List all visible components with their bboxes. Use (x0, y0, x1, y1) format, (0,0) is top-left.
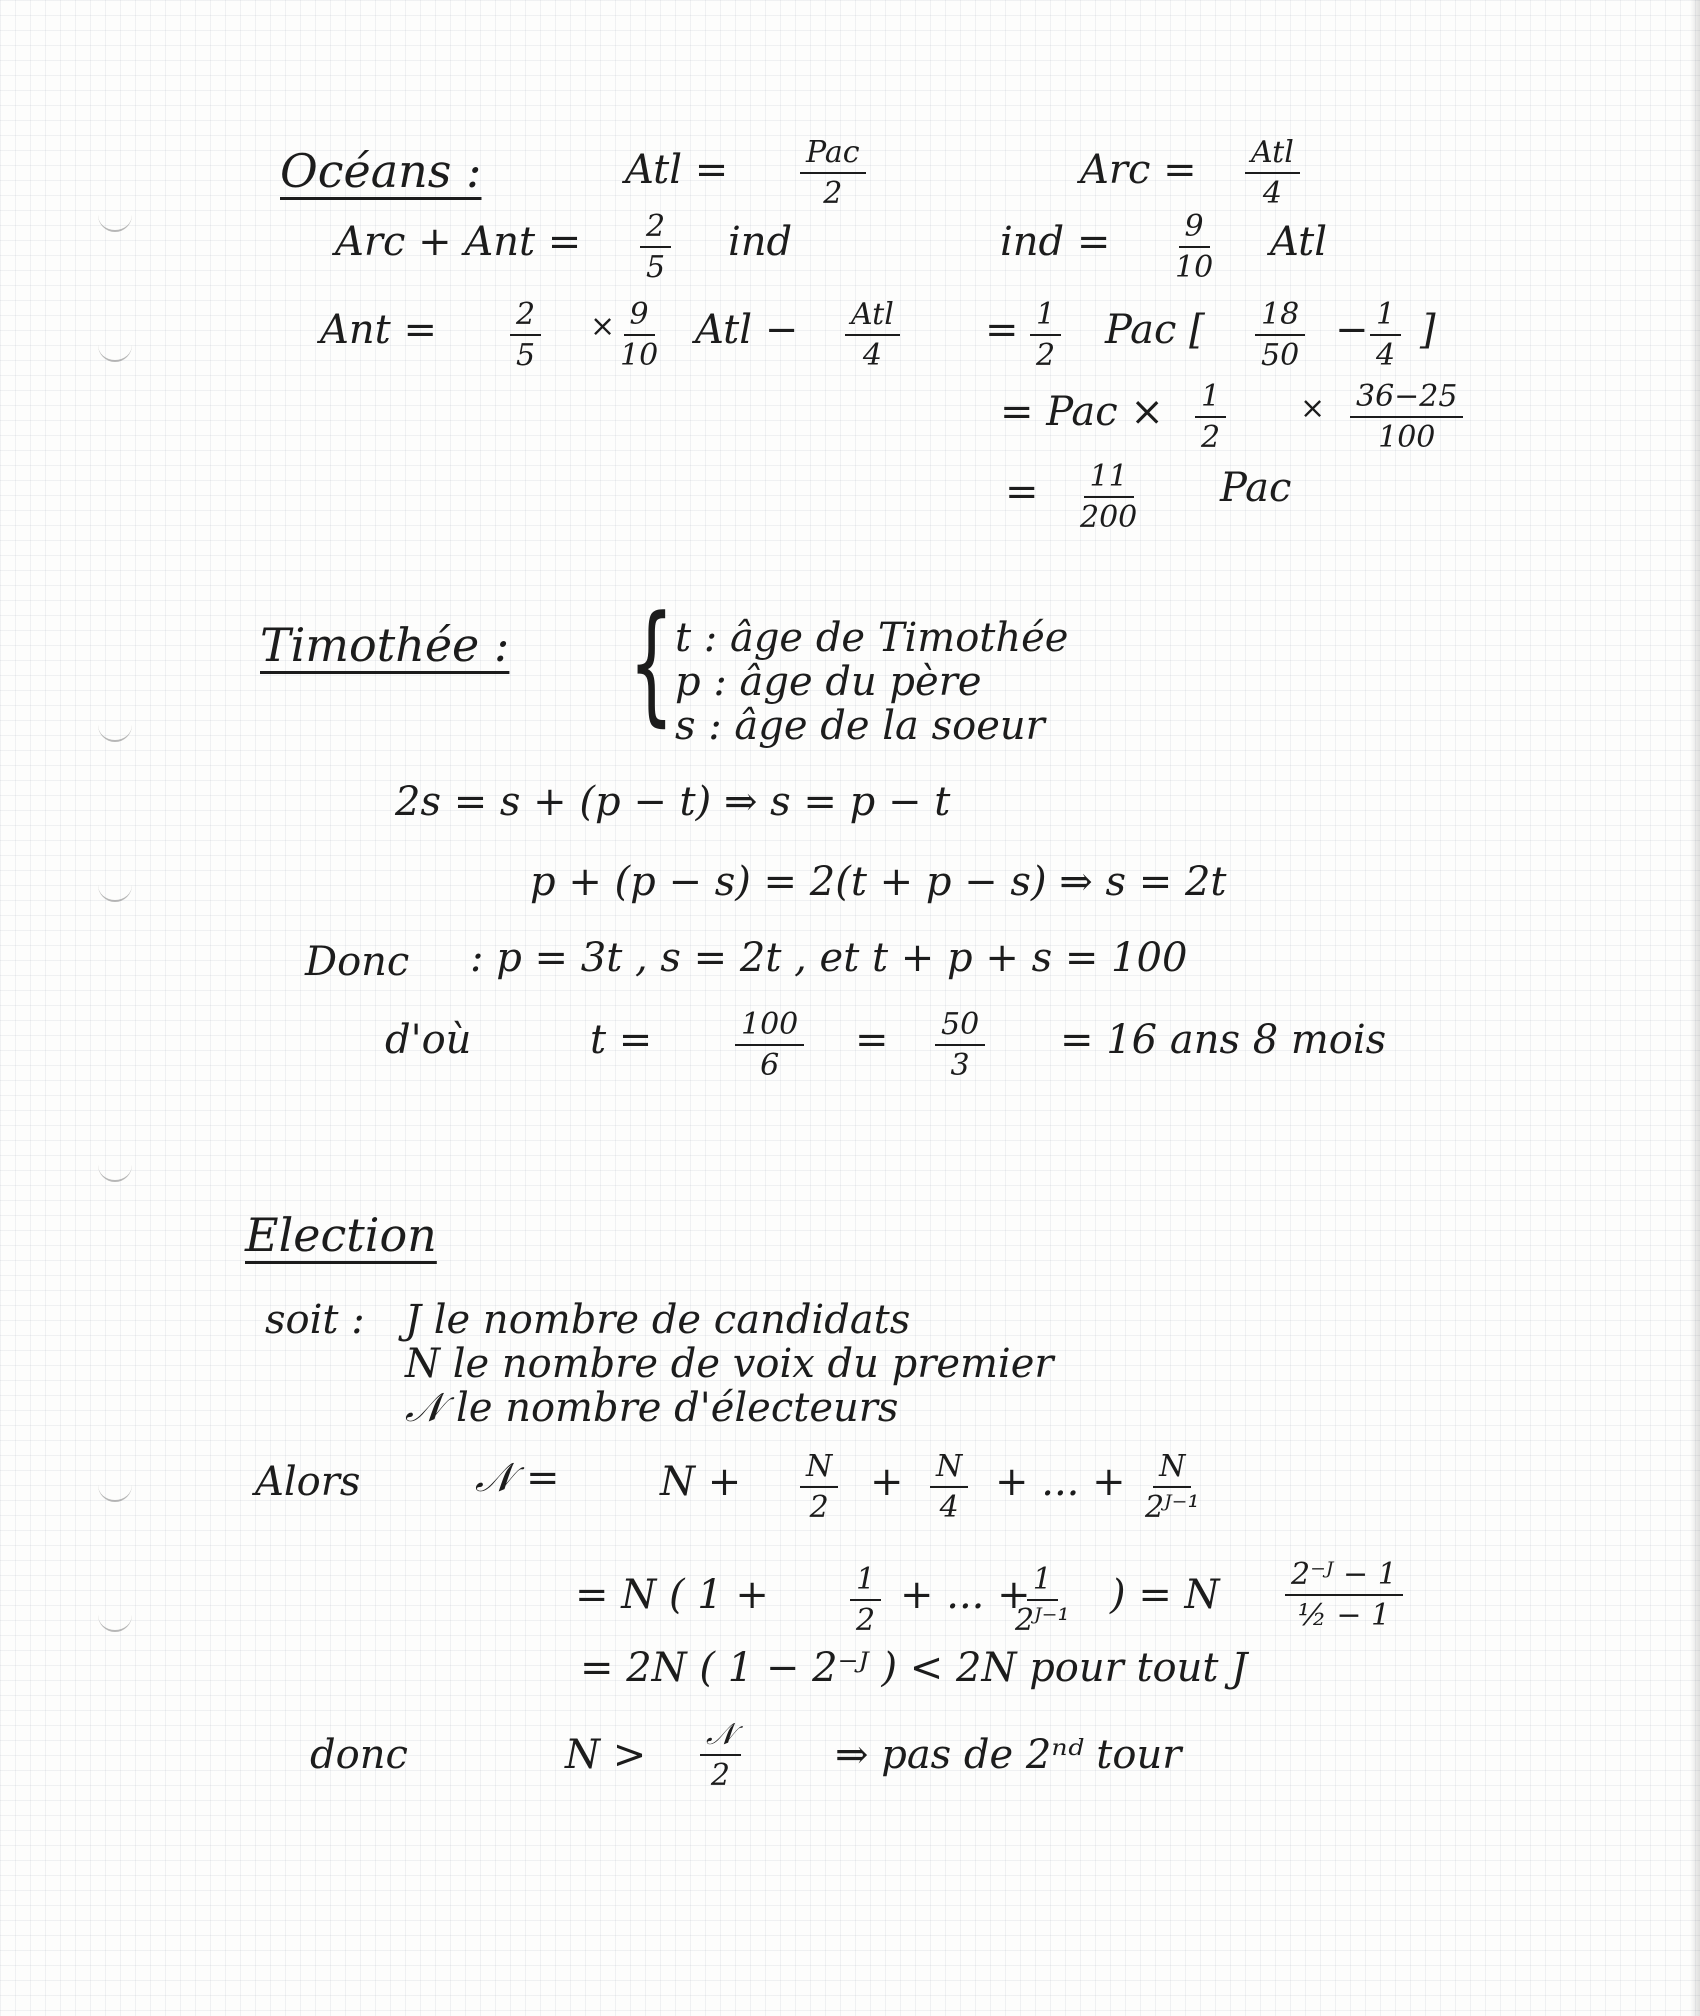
election-eq2-ellipsis: + ... + (900, 1572, 1031, 1618)
oceans-frac (620, 298, 658, 372)
timothee-equals: = (855, 1017, 889, 1063)
binder-hole (98, 870, 132, 902)
numerator: 36−25 (1350, 380, 1463, 418)
denominator: 2 (1201, 420, 1221, 455)
oceans-close-bracket: ] (1420, 307, 1436, 353)
timothee-heading: Timothée : (260, 618, 510, 672)
binder-hole (98, 200, 132, 232)
oceans-frac (1350, 380, 1463, 454)
numerator: 11 (1084, 460, 1134, 498)
election-frac (700, 1718, 741, 1792)
denominator: 200 (1080, 500, 1138, 535)
numerator: 2 (510, 298, 541, 336)
oceans-frac (800, 136, 866, 210)
election-conclusion: ⇒ pas de 2ⁿᵈ tour (835, 1732, 1182, 1778)
election-soit-label: soit : (265, 1297, 365, 1343)
oceans-equals: = (985, 307, 1019, 353)
denominator: 2 (823, 176, 843, 211)
denominator: 4 (1262, 176, 1282, 211)
oceans-frac (1245, 136, 1300, 210)
election-def-cal-n: 𝒩 le nombre d'électeurs (405, 1385, 899, 1431)
election-frac (850, 1563, 881, 1637)
timothee-eq2: p + (p − s) = 2(t + p − s) ⇒ s = 2t (530, 859, 1227, 905)
numerator: 1 (1027, 1563, 1058, 1601)
numerator: 50 (935, 1008, 985, 1046)
definition-brace: { (628, 587, 675, 739)
election-frac (1145, 1450, 1200, 1524)
denominator: 2ᴶ⁻¹ (1015, 1603, 1070, 1638)
numerator: 1 (850, 1563, 881, 1601)
election-eq2-start: = N ( 1 + (575, 1572, 769, 1618)
timothee-frac (935, 1008, 985, 1082)
denominator: 3 (950, 1048, 970, 1083)
oceans-eq-arc: Arc = (1080, 147, 1197, 193)
denominator: 4 (939, 1490, 959, 1525)
denominator: 2 (1036, 338, 1056, 373)
binder-hole (98, 1600, 132, 1632)
binder-hole (98, 1470, 132, 1502)
oceans-atl: Atl (1270, 219, 1328, 265)
oceans-frac (845, 298, 900, 372)
numerator: 2 (640, 210, 671, 248)
election-def-n: N le nombre de voix du premier (405, 1341, 1054, 1387)
oceans-frac (1175, 210, 1213, 284)
denominator: 10 (1175, 250, 1214, 285)
denominator: 100 (1378, 420, 1436, 455)
timothee-donc-eq: : p = 3t , s = 2t , et t + p + s = 100 (470, 935, 1188, 981)
timothee-dou-t: t = (590, 1017, 653, 1063)
election-alors-label: Alors (255, 1459, 361, 1505)
election-eq3: = 2N ( 1 − 2⁻ᴶ ) < 2N pour tout J (580, 1645, 1248, 1691)
timothee-def-s: s : âge de la soeur (675, 703, 1045, 749)
numerator: N (930, 1450, 968, 1488)
denominator: 2 (856, 1603, 876, 1638)
oceans-atl-minus: Atl − (695, 307, 799, 353)
numerator: N (1153, 1450, 1191, 1488)
denominator: 50 (1261, 338, 1300, 373)
numerator: 1 (1030, 298, 1061, 336)
timothee-def-p: p : âge du père (675, 659, 982, 705)
denominator: 2ᴶ⁻¹ (1145, 1490, 1200, 1525)
election-frac (800, 1450, 838, 1524)
oceans-frac (1030, 298, 1061, 372)
election-plus-ellipsis: + ... + (995, 1459, 1126, 1505)
oceans-eq-atl: Atl = (625, 147, 729, 193)
oceans-frac (510, 298, 541, 372)
election-heading: Election (245, 1208, 437, 1262)
denominator: 6 (760, 1048, 780, 1083)
oceans-ind: ind (728, 219, 793, 265)
numerator: 2⁻ᴶ − 1 (1285, 1558, 1403, 1596)
denominator: 4 (1376, 338, 1396, 373)
numerator: Atl (845, 298, 900, 336)
timothee-eq1: 2s = s + (p − t) ⇒ s = p − t (395, 779, 951, 825)
election-donc-label: donc (310, 1732, 408, 1778)
oceans-equals: = (1005, 469, 1039, 515)
binder-hole (98, 710, 132, 742)
oceans-frac (1255, 298, 1305, 372)
oceans-eq-ind: ind = (1000, 219, 1111, 265)
oceans-pac: Pac (1220, 465, 1292, 511)
denominator: 2 (710, 1758, 730, 1793)
election-plus: + (870, 1459, 904, 1505)
election-frac (930, 1450, 968, 1524)
oceans-frac (1370, 298, 1401, 372)
timothee-frac (735, 1008, 804, 1082)
oceans-times: × (590, 309, 616, 344)
timothee-def-t: t : âge de Timothée (675, 615, 1069, 661)
numerator: 𝒩 (700, 1718, 741, 1756)
timothee-donc-label: Donc (305, 939, 410, 985)
oceans-frac (1080, 460, 1137, 534)
oceans-eq-pac-times: = Pac × (1000, 389, 1164, 435)
numerator: 18 (1255, 298, 1305, 336)
election-n-greater: N > (565, 1732, 647, 1778)
numerator: 9 (624, 298, 655, 336)
denominator: ½ − 1 (1297, 1598, 1391, 1633)
oceans-frac (1195, 380, 1226, 454)
numerator: 9 (1179, 210, 1210, 248)
numerator: N (800, 1450, 838, 1488)
election-frac (1015, 1563, 1070, 1637)
timothee-result: = 16 ans 8 mois (1060, 1017, 1387, 1063)
numerator: 1 (1195, 380, 1226, 418)
election-eq2-close: ) = N (1110, 1572, 1220, 1618)
oceans-times: × (1300, 391, 1326, 426)
denominator: 2 (809, 1490, 829, 1525)
timothee-dou-label: d'où (385, 1017, 472, 1063)
denominator: 5 (646, 250, 666, 285)
oceans-eq-ant: Ant = (320, 307, 437, 353)
numerator: Atl (1245, 136, 1300, 174)
denominator: 4 (862, 338, 882, 373)
oceans-heading: Océans : (280, 144, 482, 198)
oceans-frac (640, 210, 671, 284)
numerator: 1 (1370, 298, 1401, 336)
election-def-j: J le nombre de candidats (405, 1297, 911, 1343)
denominator: 10 (620, 338, 659, 373)
election-n-plus: N + (660, 1459, 742, 1505)
oceans-eq-arc-ant: Arc + Ant = (335, 219, 582, 265)
binder-hole (98, 1150, 132, 1182)
election-frac (1285, 1558, 1403, 1632)
denominator: 5 (516, 338, 536, 373)
oceans-minus: − (1335, 307, 1369, 353)
election-cal-n-eq: 𝒩 = (475, 1455, 560, 1501)
oceans-pac-bracket: Pac [ (1105, 307, 1205, 353)
numerator: Pac (800, 136, 866, 174)
page-edge-shadow (1690, 0, 1700, 2016)
binder-hole (98, 330, 132, 362)
numerator: 100 (735, 1008, 804, 1046)
